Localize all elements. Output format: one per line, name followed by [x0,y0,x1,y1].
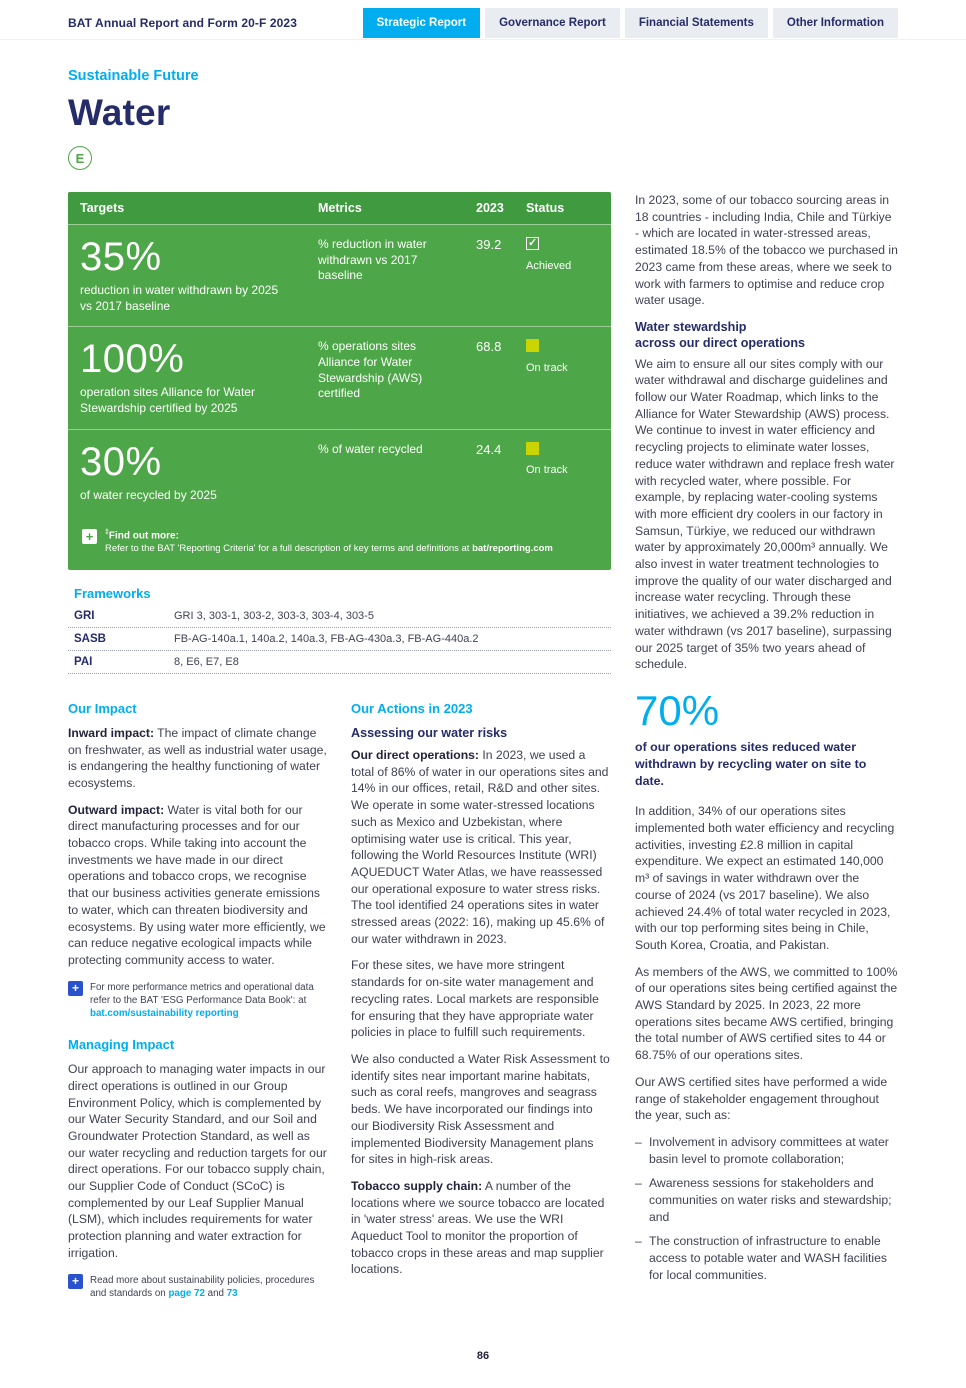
column-header-status: Status [526,201,565,215]
our-actions-heading: Our Actions in 2023 [351,701,473,716]
section-eyebrow: Sustainable Future [68,68,199,84]
plus-icon: + [82,529,97,544]
reporting-link[interactable]: bat/reporting.com [472,543,553,555]
framework-row [68,651,611,674]
water-stewardship-heading: Water stewardship across our direct operations [635,319,806,351]
column-header-targets: Targets [80,201,125,215]
status-label: Achieved [526,259,572,272]
tab-governance-report[interactable]: Governance Report [485,8,620,38]
paragraph: Our approach to managing water impacts in our direct operations is outlined in our Group Environment Policy, which is complemented by our Water Security Standard, and our Soil and Groundwater Protection Standard, as well as our water recycling and reduction targets for our direct operations. For our tobacco supply chain, our Supplier Code of Conduct (SCoC) is complemented by our Leaf Supplier Manual (LSM), which includes requirements for water protection planning and water extraction for irrigation. [68,1062,327,1260]
column-header-2023: 2023 [476,201,504,215]
paragraph-lead: Our direct operations: [351,748,479,763]
target-value: 100% [80,337,185,382]
section-tabs [363,8,898,38]
table-row [68,326,611,428]
framework-row [68,628,611,651]
plus-icon: + [68,981,83,996]
footnote-body: Refer to the BAT 'Reporting Criteria' for a full description of key terms and definitions at bat/reporting.com [105,543,553,555]
target-description: of water recycled by 2025 [80,487,217,502]
value-2023-cell: 68.8 [476,339,502,355]
list-item: – Awareness sessions for stakeholders and communities on water risks and stewardship; and [635,1175,898,1225]
framework-value: GRI 3, 303-1, 303-2, 303-3, 303-4, 303-5 [174,610,374,622]
target-cell [68,225,306,326]
target-description: operation sites Alliance for Water Stewardship certified by 2025 [80,385,255,416]
paragraph-lead: Inward impact: [68,725,155,740]
page-73-link[interactable]: 73 [226,1287,238,1299]
top-header [0,0,966,40]
metric-cell: % of water recycled [318,441,423,456]
paragraph: We also conducted a Water Risk Assessment to identify sites near important marine habitats, such as coral reefs, mangroves and seagrass beds. We have incorporated our findings into our Biodiversity Risk Assessment and implemented Biodiversity Management plans for sites in high-risk areas. [351,1052,610,1167]
framework-value: FB-AG-140a.1, 140a.2, 140a.3, FB-AG-430a.3, FB-AG-440a.2 [174,633,479,645]
note-text: Read more about sustainability policies, procedures and standards on page 72 and 73 [90,1274,315,1299]
status-cell [514,225,611,326]
framework-label: SASB [74,633,106,645]
column-header-metrics: Metrics [318,201,362,215]
list-item: – Involvement in advisory committees at water basin level to promote collaboration; [635,1134,898,1167]
find-out-more-footnote [68,517,611,570]
tab-other-information[interactable]: Other Information [773,8,898,38]
paragraph: In addition, 34% of our operations sites implemented both water efficiency and recycling activities, investing £2.8 million in capital expenditure. We expect an estimated 140,000 m³ of savings in water withdrawn over the course of 2024 (vs 2017 baseline). We also achieved 24.4% of total water recycled in 2023, with our top performing sites being in Chile, South Korea, Croatia, and Pakistan. [635,804,895,952]
footnote-title: ‡Find out more: [105,528,179,542]
paragraph: We aim to ensure all our sites comply with our water withdrawal and discharge guidelines and follow our Water Roadmap, which links to the Alliance for Water Stewardship (AWS) process. We continue to invest in water efficiency and recycling projects to eliminate water losses, reduce water withdrawn and replace fresh water with recycled water, where possible. For example, by replacing water-cooling systems with more efficient dry coolers in our factory in Samsun, Türkiye, we reduced our withdrawn water by approximately 20,000m³ annually. We also invest in water treatment technologies to improve the quality of our water discharged and increase water recycling. Through these initiatives, we achieved a 39.2% reduction in water withdrawn (vs 2017 baseline), surpassing our 2025 target of 35% two years ahead of schedule. [635,356,895,672]
status-label: On track [526,362,568,375]
note-text: For more performance metrics and operational data refer to the BAT 'ESG Performance Data Book': at bat.com/sustainability reporting [90,981,314,1020]
tab-financial-statements[interactable]: Financial Statements [625,8,768,38]
page-number: 86 [476,1349,490,1362]
target-value: 30% [80,439,162,484]
target-cell [68,327,306,428]
list-item: – The construction of infrastructure to enable access to potable water and WASH facilities for local communities. [635,1233,898,1283]
plus-icon: + [68,1274,83,1289]
performance-data-note [68,981,327,1021]
footnote-marker: ‡ [105,528,109,536]
metric-cell: % operations sites Alliance for Water Stewardship (AWS) certified [318,339,423,401]
target-description: reduction in water withdrawn by 2025 vs 2017 baseline [80,283,279,313]
frameworks-title: Frameworks [74,586,151,601]
framework-value: 8, E6, E7, E8 [174,656,239,668]
targets-table-header [68,192,611,224]
title-block [0,40,966,170]
page-footer [0,1346,966,1364]
value-2023-cell: 39.2 [476,237,502,253]
target-cell [68,430,306,516]
table-row [68,429,611,516]
sustainability-reporting-link[interactable]: bat.com/sustainability reporting [90,1008,239,1020]
our-impact-section [68,700,327,1316]
value-2023-cell: 24.4 [476,441,502,457]
paragraph: Tobacco supply chain: A number of the locations where we source tobacco are located in 'water stress' areas. We use the WRI Aqueduct Tool to monitor the proportion of tobacco crops in these areas and map supplier locations. [351,1178,605,1277]
paragraph-lead: Outward impact: [68,802,165,817]
paragraph: As members of the AWS, we committed to 100% of our operations sites being certified against the AWS Standard by 2025. In 2023, 22 more operations sites became AWS certified, bringing the total number of AWS certified sites to 44 or 68.75% of our operations sites. [635,964,898,1063]
framework-row [68,605,611,628]
left-column [68,192,611,1316]
page-title: Water [68,92,171,133]
report-title: BAT Annual Report and Form 20-F 2023 [68,15,297,30]
read-more-note [68,1274,327,1300]
stat-value: 70% [635,687,720,734]
our-impact-heading: Our Impact [68,701,137,716]
frameworks-section [68,586,611,674]
paragraph: Our AWS certified sites have performed a wide range of stakeholder engagement throughout the year, such as: [635,1074,888,1123]
footnote-text-block [105,529,553,556]
metric-cell: % reduction in water withdrawn vs 2017 baseline [318,237,427,283]
on-track-square-icon [526,442,539,455]
on-track-square-icon [526,339,539,352]
stat-callout [635,689,898,789]
page-72-link[interactable]: page 72 [168,1287,205,1299]
our-actions-section [351,700,610,1316]
framework-label: GRI [74,610,95,622]
environment-badge-icon: E [68,146,92,170]
target-value: 35% [80,235,162,280]
right-column [635,192,898,1316]
paragraph: In 2023, some of our tobacco sourcing areas in 18 countries - including India, Chile and Türkiye - which are located in water-stressed areas, estimated 18.5% of the tobacco we purchased in 2023 came from these areas, where we seek to work with farmers to optimise and reduce crop water usage. [635,193,898,308]
paragraph: Outward impact: Water is vital both for our direct manufacturing processes and for our tobacco crops. While taking into account the investments we have made in our direct operations and tobacco crops, we recognise that our business activities generate emissions to water, which can threaten biodiversity and ecosystems. By using water more efficiently, we can reduce negative ecological impacts while protecting community access to water. [68,802,326,967]
paragraph-lead: Tobacco supply chain: [351,1178,483,1193]
paragraph: Inward impact: The impact of climate change on freshwater, as well as industrial water usage, is endangering the healthy functioning of water ecosystems. [68,725,327,790]
main-content [0,170,966,1316]
achieved-checkbox-icon [526,237,539,250]
assessing-risks-subheading: Assessing our water risks [351,725,508,740]
status-cell [514,327,611,428]
managing-impact-heading: Managing Impact [68,1037,175,1053]
framework-label: PAI [74,656,93,668]
table-row [68,224,611,326]
stat-description: of our operations sites reduced water withdrawn by recycling water on site to date. [635,740,867,788]
status-label: On track [526,464,568,477]
paragraph: For these sites, we have more stringent standards for on-site water management and recycling rates. Local markets are responsible for ensuring that they have appropriate water policies in place to fulfill such requirements. [351,958,599,1040]
paragraph: Our direct operations: In 2023, we used a total of 86% of water in our operations sites and 14% in our offices, retail, R&D and other sites. We operate in some water-stressed locations such as Mexico and Uzbekistan, where optimising water use is critical. This year, following the World Resources Institute (WRI) AQUEDUCT Water Atlas, we have reassessed our operational exposure to water stress risks. The tool identified 24 operations sites in water stressed areas (2022: 16), making up 45.6% of our water withdrawn in 2023. [351,748,609,946]
status-cell [514,430,611,516]
tab-strategic-report[interactable]: Strategic Report [363,8,480,38]
text-columns [68,700,611,1316]
targets-table [68,192,611,570]
